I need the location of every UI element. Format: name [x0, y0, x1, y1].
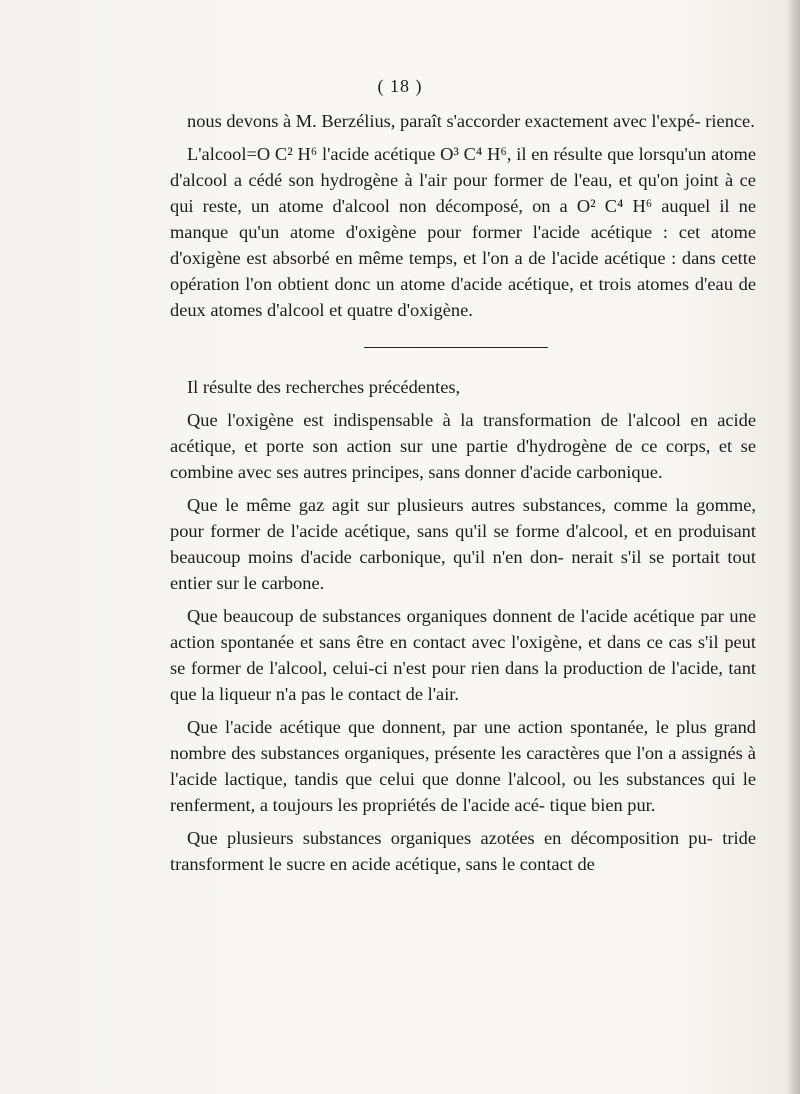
- text-line: tique bien pur.: [549, 795, 656, 815]
- text-line: corps, et se combine avec ses autres principes, sans donner d'acide: [170, 436, 756, 482]
- text-block-top: [170, 108, 756, 323]
- paragraph: [170, 407, 756, 485]
- text-line: grand nombre des substances organiques, présente les caractères que l'on: [170, 717, 756, 763]
- paragraph: [170, 141, 756, 323]
- paragraph: [170, 108, 756, 134]
- text-line: L'alcool=O C² H⁶ l'acide acétique O³ C⁴ H⁶, il en résulte que lorsqu'un: [187, 144, 707, 164]
- text-line: Que l'oxigène est indispensable à la transformation de l'alcool en: [187, 410, 708, 430]
- text-line: d'oxigène.: [397, 300, 473, 320]
- text-line: O² C⁴ H⁶ auquel il ne manque qu'un atome d'oxigène pour former l'acide: [170, 196, 756, 242]
- section-divider: [364, 347, 548, 348]
- paragraph: [170, 603, 756, 707]
- text-line: rience.: [705, 111, 755, 131]
- text-line: tride transforment le sucre en acide acétique, sans le contact de: [170, 828, 756, 874]
- text-line: de l'acide acétique : dans cette opération l'on obtient donc un atome: [170, 248, 756, 294]
- text-line: nerait s'il se portait tout entier sur le carbone.: [170, 547, 756, 593]
- text-line: et en produisant beaucoup moins d'acide carbonique, qu'il n'en don-: [170, 521, 756, 567]
- page-body: [170, 108, 756, 877]
- text-line: Que beaucoup de substances organiques donnent de l'acide acétique: [187, 606, 695, 626]
- text-line: substances qui le renferment, a toujours les propriétés de l'acide acé-: [170, 769, 756, 815]
- paragraph: [170, 714, 756, 818]
- page-number: ( 18 ): [377, 76, 423, 96]
- text-line: Il résulte des recherches précédentes,: [187, 377, 461, 397]
- text-line: ce cas s'il peut se former de l'alcool, celui-ci n'est pour rien dans la: [170, 632, 756, 678]
- text-line: nous devons à M. Berzélius, paraît s'accorder exactement avec l'expé-: [187, 111, 701, 131]
- page-edge-shadow: [786, 0, 800, 1094]
- text-line: Que l'acide acétique que donnent, par une action spontanée, le plus: [187, 717, 707, 737]
- paragraph: [170, 374, 756, 400]
- text-line: a assignés à l'acide lactique, tandis que celui que donne l'alcool, ou les: [170, 743, 756, 789]
- text-line: production de l'acide, tant que la liqueur n'a pas le contact de l'air.: [170, 658, 756, 704]
- text-line: Que plusieurs substances organiques azotées en décomposition pu-: [187, 828, 713, 848]
- text-line: atome d'alcool a cédé son hydrogène à l'air pour former de l'eau, et: [170, 144, 756, 190]
- text-block-bottom: [170, 374, 756, 877]
- text-line: gomme, pour former de l'acide acétique, sans qu'il se forme d'alcool,: [170, 495, 756, 541]
- text-line: d'acide acétique, et trois atomes d'eau de deux atomes d'alcool et quatre: [170, 274, 756, 320]
- text-line: acétique : cet atome d'oxigène est absorbé en même temps, et l'on a: [170, 222, 756, 268]
- text-line: acide acétique, et porte son action sur une partie d'hydrogène de ce: [170, 410, 756, 456]
- paragraph: [170, 825, 756, 877]
- text-line: carbonique.: [576, 462, 663, 482]
- text-line: Que le même gaz agit sur plusieurs autres substances, comme la: [187, 495, 689, 515]
- text-line: qu'on joint à ce qui reste, un atome d'alcool non décomposé, on a: [170, 170, 756, 216]
- paragraph: [170, 492, 756, 596]
- text-line: par une action spontanée et sans être en contact avec l'oxigène, et dans: [170, 606, 756, 652]
